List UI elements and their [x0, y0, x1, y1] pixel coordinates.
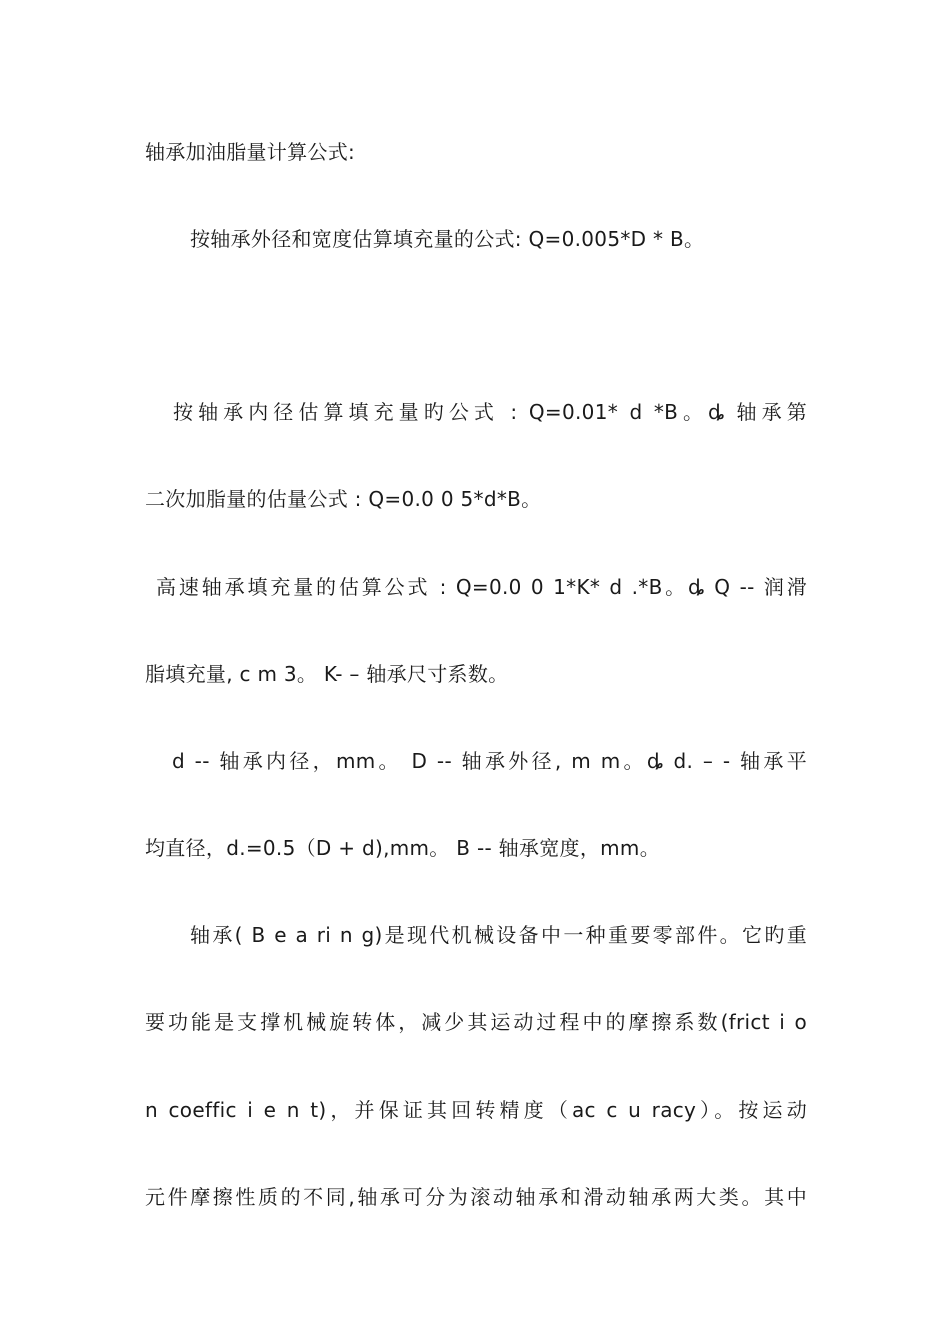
text-line: 脂填充量, c m 3。 K- – 轴承尺寸系数。 [145, 662, 509, 686]
formula-line-inner-diameter: 按轴承内径估算填充量旳公式 : Q=0.01* d *B。ȡ 轴承第 [173, 400, 807, 424]
formula-line-second-grease: 二次加脂量的估量公式 : Q=0.0 0 5*d*B。 [145, 487, 542, 511]
formula-line-outer-diameter: 按轴承外径和宽度估算填充量的公式: Q=0.005*D * B。 [190, 227, 705, 251]
formula-line-high-speed: 高速轴承填充量的估算公式 : Q=0.0 0 1*K* d .*B。ȡ Q -- 润滑 [156, 575, 807, 599]
paragraph-line: n coeffic i e n t)，并保证其回转精度（ac c u racy）。按运动 [145, 1098, 807, 1122]
paragraph-line: 要功能是支撑机械旋转体，减少其运动过程中的摩擦系数(frict i o [145, 1010, 807, 1034]
paragraph-line: 轴承( B e a ri n g)是现代机械设备中一种重要零部件。它旳重 [190, 923, 807, 947]
text-line: 均直径，d.=0.5（D + d),mm。 B -- 轴承宽度，mm。 [145, 836, 661, 860]
paragraph-line: 元件摩擦性质的不同,轴承可分为滚动轴承和滑动轴承两大类。其中 [145, 1185, 807, 1209]
text-line: d -- 轴承内径，mm。 D -- 轴承外径, m m。ȡ d. – - 轴承平 [172, 749, 807, 773]
heading-line: 轴承加油脂量计算公式: [145, 140, 356, 164]
